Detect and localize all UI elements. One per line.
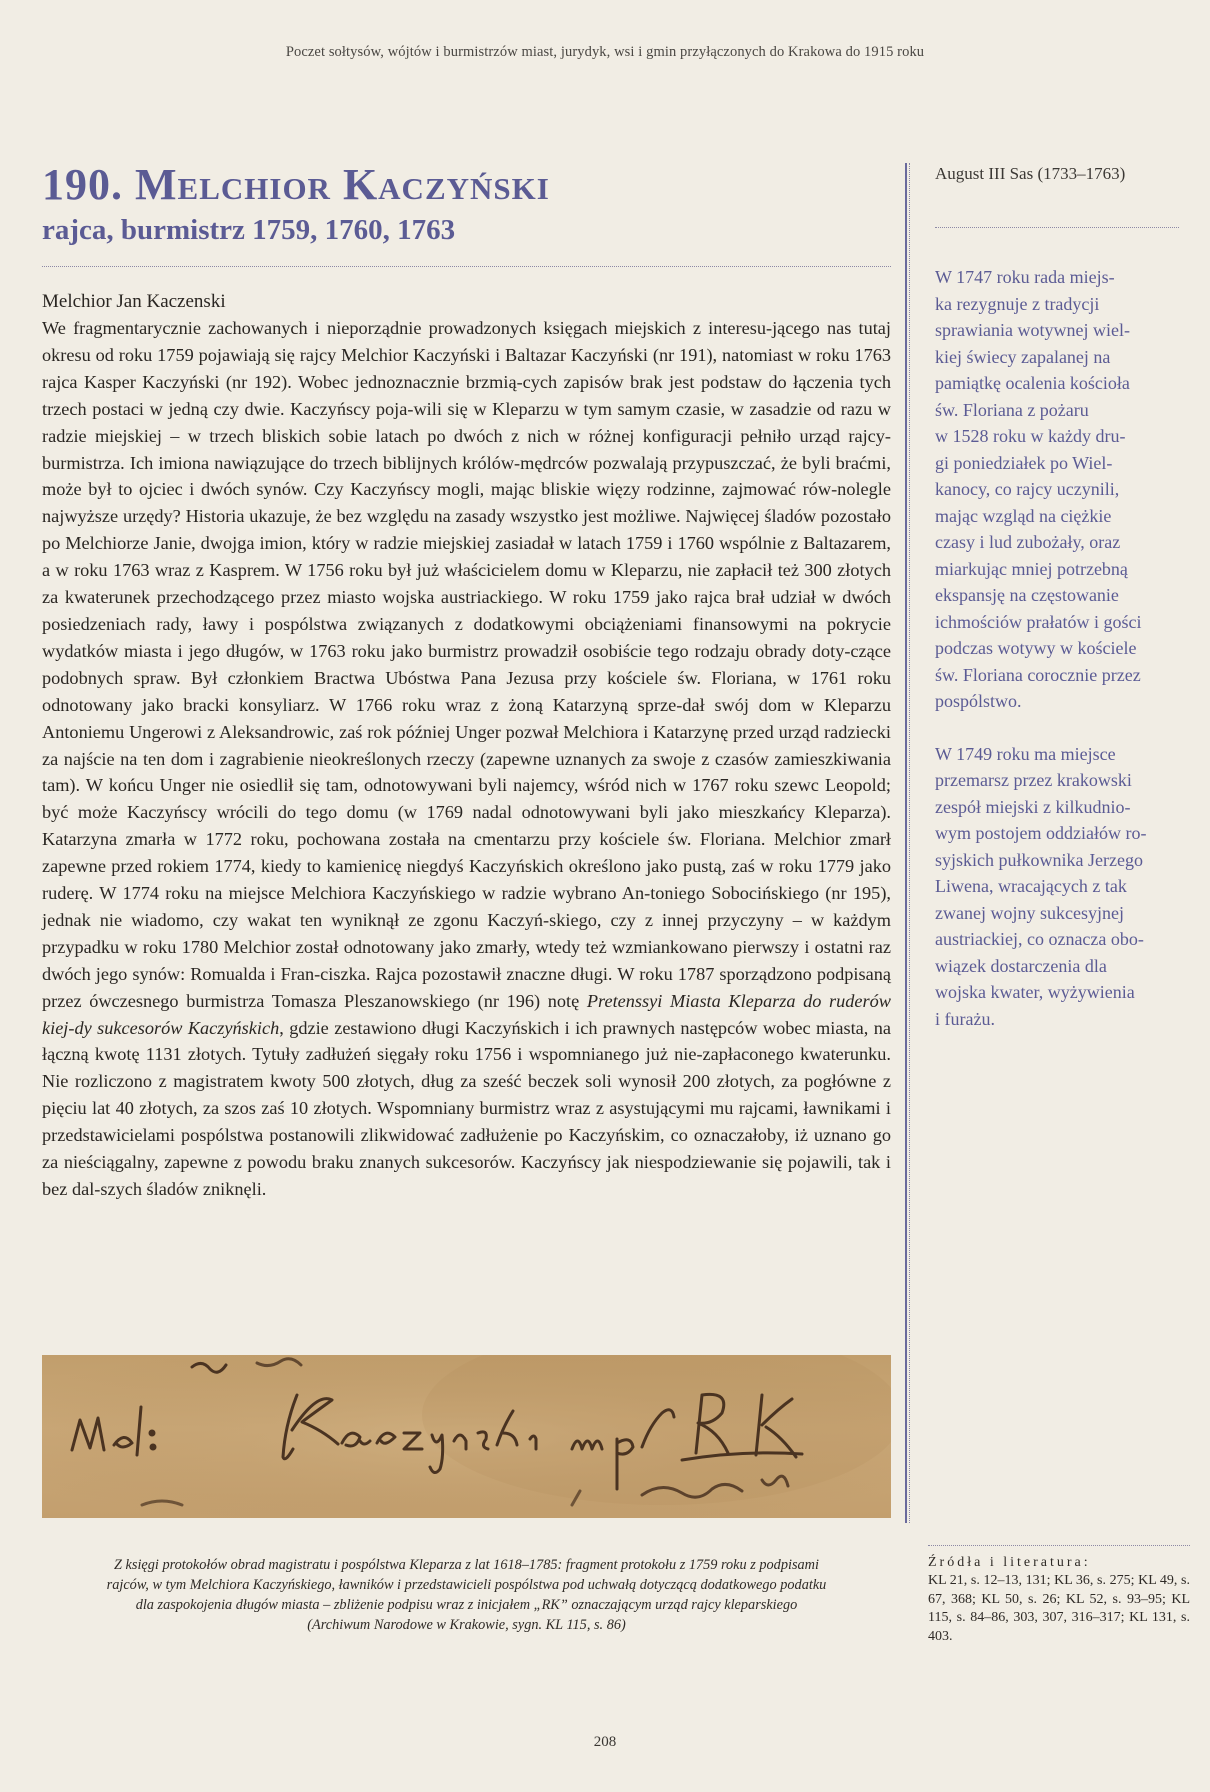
entry-subtitle: rajca, burmistrz 1759, 1760, 1763 <box>42 214 456 246</box>
column-divider-dotted <box>909 163 910 1523</box>
sidebar-note-1749: W 1749 roku ma miejsce przemarsz przez krakowski zespół miejski z kilkudnio- wym postojem oddziałów ro- syjskich pułkownika Jerzego Liwena, wracających z tak zwanej wojny sukcesyjnej austriackiej, co oznacza obo- wiązek dostarczenia dla wojska kwater, wyżywienia i furażu. <box>935 743 1147 1029</box>
manuscript-handwriting-drawing <box>42 1355 891 1518</box>
entry-title: 190. Melchior Kaczyński <box>42 160 550 209</box>
sidebar-rule <box>935 227 1179 228</box>
sources-title: Źródła i literatura: <box>928 1555 1091 1570</box>
sources-text: KL 21, s. 12–13, 131; KL 36, s. 275; KL 49, s. 67, 368; KL 50, s. 26; KL 52, s. 93–95; KL 115, s. 84–86, 303, 307, 316–317; KL 131, s. 403. <box>928 1573 1190 1645</box>
sidebar <box>935 163 1179 1032</box>
body-text: We fragmentarycznie zachowanych i nieporządnie prowadzonych księgach miejskich z interesu-jącego nas tutaj okresu od roku 1759 pojawiają się rajcy Melchior Kaczyński i Baltazar Kaczyński (nr 191), natomiast w roku 1763 rajca Kasper Kaczyński (nr 192). Wobec jednoznacznie brzmią-cych zapisów brak jest podstaw do łączenia tych trzech postaci w jedną czy dwie. Kaczyńscy poja-wili się w Kleparzu w tym samym czasie, w zasadzie od razu w radzie miejskiej – w trzech bliskich sobie latach po dwóch z nich w różnej konfiguracji pełniło urząd rajcy-burmistrza. Ich imiona nawiązujące do trzech biblijnych królów-mędrców pozwalają przypuszczać, że byli braćmi, może był to ojciec i dwóch synów. Czy Kaczyńscy mogli, mając bliskie więzy rodzinne, zajmować rów-nolegle najwyższe urzędy? Historia ukazuje, że bez względu na zasady wszystko jest możliwe. Najwięcej śladów pozostało po Melchiorze Janie, dwojga imion, który w radzie miejskiej zasiadał w latach 1759 i 1760 wspólnie z Baltazarem, a w roku 1763 wraz z Kasprem. W 1756 roku był już właścicielem domu w Kleparzu, nie zapłacił też 300 złotych za kwaterunek przechodzącego przez miasto wojska austriackiego. W roku 1759 jako rajca brał udział w dwóch posiedzeniach rady, ławy i pospólstwa związanych z dodatkowymi obciążeniami finansowymi na pokrycie wydatków miasta i jego długów, w 1763 roku jako burmistrz prowadził osobiście tego rodzaju obrady doty-czące podobnych spraw. Był członkiem Bractwa Ubóstwa Pana Jezusa przy kościele św. Floriana, w 1761 roku odnotowany jako bracki konsyliarz. W 1766 roku wraz z żoną Katarzyną sprze-dał swój dom w Kleparzu Antoniemu Ungerowi z Aleksandrowic, zaś rok później Unger pozwał Melchiora i Katarzynę przed urząd radziecki za najście na ten dom i zagrabienie nieokreślonych rzeczy (zapewne uznanych za swoje z czasów zamieszkiwania tam). W końcu Unger nie osiedlił się tam, odnotowywani byli najemcy, wśród nich w 1767 roku szewc Leopold; być może Kaczyńscy wrócili do tego domu (w 1769 nadal odnotowywani byli jako mieszkańcy Kleparza). Katarzyna zmarła w 1772 roku, pochowana została na cmentarzu przy kościele św. Floriana. Melchior zmarł zapewne przed rokiem 1774, kiedy to kamienicę niegdyś Kaczyńskich określono jako pustą, zaś w roku 1779 jako ruderę. W 1774 roku na miejsce Melchiora Kaczyńskiego w radzie wybrano An-toniego Sobocińskiego (nr 195), jednak nie wiadomo, czy wakat ten wyniknął ze zgonu Kaczyń-skiego, czy z innej przyczyny – w każdym przypadku w roku 1780 Melchior został odnotowany jako zmarły, wtedy też wzmiankowano pierwszy i ostatni raz dwóch jego synów: Romualda i Fran-ciszka. Rajca pozostawił znaczne długi. W roku 1787 sporządzono podpisaną przez ówczesnego burmistrza Tomasza Pleszanowskiego (nr 196) notę Pretenssyi Miasta Kleparza do ruderów kiej-dy sukcesorów Kaczyńskich, gdzie zestawiono długi Kaczyńskich i ich prawnych następców wobec miasta, na łączną kwotę 1131 złotych. Tytuły zadłużeń sięgały roku 1756 i wspomnianego już nie-zapłaconego kwaterunku. Nie rozliczono z magistratem kwoty 500 złotych, dług za sześć beczek soli wynosił 200 złotych, za pogłówne z pięciu lat 40 złotych, za szos zaś 10 złotych. Wspomniany burmistrz wraz z asystującymi mu rajcami, ławnikami i przedstawicielami pospólstwa postanowili zlikwidować zadłużenie po Kaczyńskim, co oznaczałoby, iż uznano go za nieściągalny, zapewne z powodu braku znanych sukcesorów. Kaczyńscy jak niespodziewanie się pojawili, tak i bez dal-szych śladów zniknęli. <box>42 318 891 1199</box>
signature-manuscript-image <box>42 1355 891 1518</box>
running-head: Poczet sołtysów, wójtów i burmistrzów miast, jurydyk, wsi i gmin przyłączonych do Krakowa do 1915 roku <box>285 44 925 60</box>
main-column <box>42 158 891 1203</box>
sidebar-note-1747: W 1747 roku rada miejs- ka rezygnuje z tradycji sprawiania wotywnej wiel- kiej świecy zapalanej na pamiątkę ocalenia kościoła św. Floriana z pożaru w 1528 roku w każdy dru- gi poniedziałek po Wiel- kanocy, co rajcy uczynili, mając wzgląd na ciężkie czasy i lud zubożały, oraz miarkując mniej potrzebną ekspansję na częstowanie ichmościów prałatów i gości podczas wotywy w kościele św. Floriana corocznie przez pospólstwo. <box>935 267 1142 711</box>
sources-section <box>928 1545 1190 1647</box>
title-rule <box>42 266 891 267</box>
column-divider <box>905 163 907 1523</box>
page-number: 208 <box>593 1734 617 1750</box>
person-name: Melchior Jan Kaczenski <box>42 291 226 312</box>
figure-caption: Z księgi protokołów obrad magistratu i pospólstwa Kleparza z lat 1618–1785: fragment protokołu z 1759 roku z podpisami rajców, w tym Melchiora Kaczyńskiego, ławników i przedstawicieli pospólstwa pod uchwałą dotyczącą dodatkowego podatku dla zaspokojenia długów miasta – zbliżenie podpisu wraz z inicjałem „RK” oznaczającym urząd rajcy kleparskiego (Archiwum Narodowe w Krakowie, sygn. KL 115, s. 86) <box>106 1557 827 1633</box>
sources-rule <box>928 1545 1190 1546</box>
reign-label: August III Sas (1733–1763) <box>935 164 1126 183</box>
